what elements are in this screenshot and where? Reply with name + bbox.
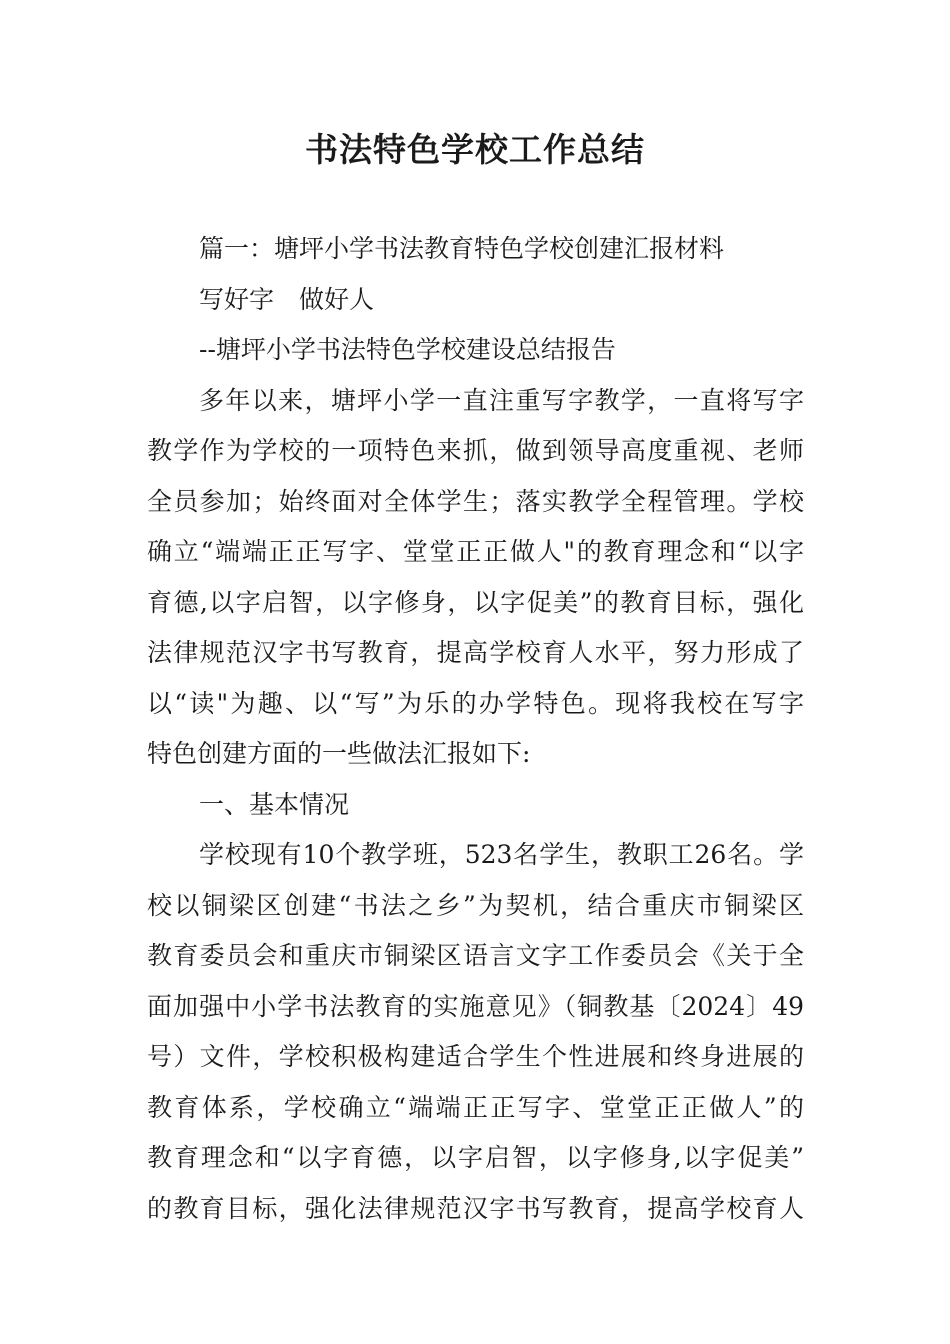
text-line: 一、基本情况 (199, 789, 350, 819)
text-line: 面加强中小学书法教育的实施意见》（铜教基〔2024〕49 (147, 991, 804, 1021)
text-line: 教育理念和“以字育德，以字启智，以字修身,以字促美” (147, 1143, 804, 1172)
text-line: 全员参加；始终面对全体学生；落实教学全程管理。学校 (147, 486, 804, 516)
text-line: 号）文件，学校积极构建适合学生个性进展和终身进展的 (147, 1042, 804, 1071)
text-line: 教学作为学校的一项特色来抓，做到领导高度重视、老师 (147, 436, 804, 465)
text-line: 确立“端端正正写字、堂堂正正做人"的教育理念和“以字 (147, 537, 804, 566)
text-line: 特色创建方面的一些做法汇报如下: (147, 739, 531, 768)
text-line: 的教育目标，强化法律规范汉字书写教育，提高学校育人 (147, 1193, 804, 1223)
text-line: 写好字 做好人 (199, 284, 375, 314)
text-line: --塘坪小学书法特色学校建设总结报告 (199, 335, 616, 364)
document-title: 书法特色学校工作总结 (305, 130, 645, 169)
text-line: 篇一：塘坪小学书法教育特色学校创建汇报材料 (199, 234, 725, 263)
text-line: 校以铜梁区创建“书法之乡”为契机，结合重庆市铜梁区 (147, 890, 804, 920)
text-line: 教育体系，学校确立“端端正正写字、堂堂正正做人”的 (147, 1092, 804, 1122)
text-line: 以“读"为趣、以“写”为乐的办学特色。现将我校在写字 (147, 688, 804, 718)
document-body (147, 224, 804, 1234)
text-line: 育德,以字启智，以字修身，以字促美”的教育目标，强化 (147, 587, 804, 617)
text-line: 教育委员会和重庆市铜梁区语言文字工作委员会《关于全 (147, 941, 804, 970)
text-line: 多年以来，塘坪小学一直注重写字教学，一直将写字 (199, 385, 804, 415)
text-line: 法律规范汉字书写教育，提高学校育人水平，努力形成了 (147, 638, 804, 667)
text-line: 学校现有10个教学班，523名学生，教职工26名。学 (199, 840, 804, 869)
